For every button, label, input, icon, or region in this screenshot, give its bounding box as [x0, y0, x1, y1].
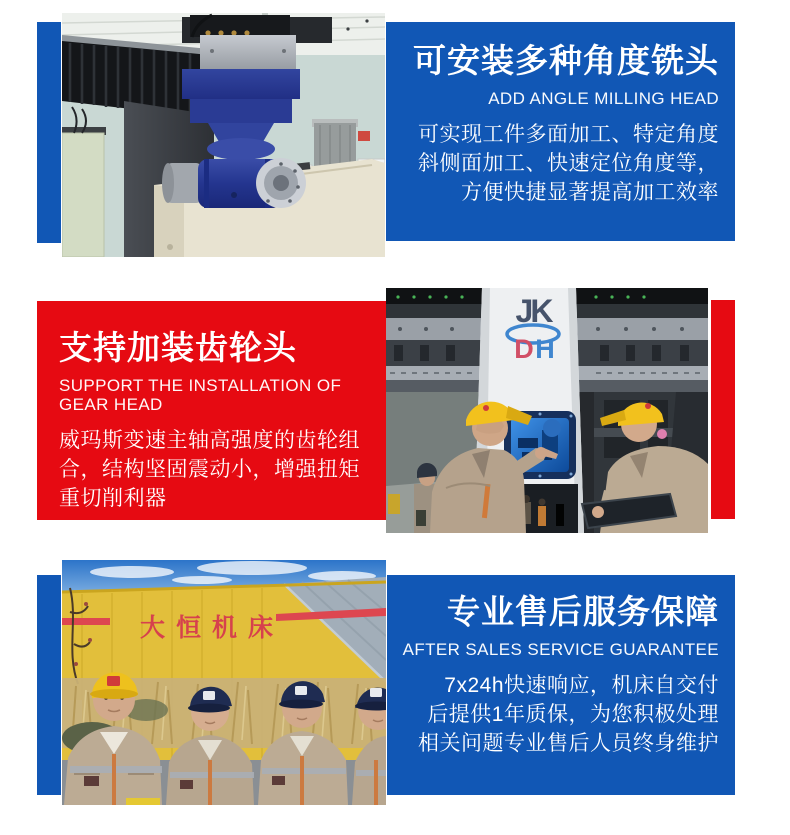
- building-sign-text: 大恒机床: [140, 614, 285, 642]
- workers-inspecting-photo: [386, 288, 708, 533]
- body-line: 方便快捷显著提高加工效率: [461, 181, 719, 204]
- accent-bar-left-bottom: [37, 575, 61, 795]
- angle-head-panel: [386, 22, 735, 241]
- panel-body: [396, 120, 719, 207]
- after-sales-panel: [387, 575, 735, 795]
- accent-bar-left-top: [37, 22, 61, 243]
- accent-bar-right-middle: [711, 300, 735, 519]
- body-line: 斜侧面加工、快速定位角度等，: [418, 152, 719, 175]
- panel-subheading: SUPPORT THE INSTALLATION OF GEAR HEAD: [59, 376, 342, 414]
- logo-d-letter: D: [514, 334, 534, 364]
- logo-h-letter: H: [535, 334, 555, 364]
- machine-photo: [62, 13, 385, 257]
- panel-subheading: AFTER SALES SERVICE GUARANTEE: [402, 640, 719, 659]
- panel-heading: 专业售后服务保障: [447, 593, 719, 630]
- body-line: 可实现工件多面加工、特定角度: [418, 123, 719, 146]
- service-team-photo: [62, 560, 386, 805]
- panel-body: [59, 426, 366, 513]
- body-line: 威玛斯变速主轴高强度的齿轮组: [59, 429, 360, 452]
- body-line: 相关问题专业售后人员终身维护: [418, 732, 719, 755]
- body-line: 后提供1年质保，为您积极处理: [427, 703, 719, 726]
- gear-head-panel: [37, 301, 386, 520]
- service-team-illustration: [62, 560, 386, 805]
- panel-heading: 可安装多种角度铣头: [413, 42, 719, 79]
- body-line: 重切削利器: [59, 487, 167, 510]
- body-line: 合，结构坚固震动小，增强扭矩: [59, 458, 360, 481]
- panel-heading: 支持加装齿轮头: [59, 329, 297, 366]
- cnc-machine-illustration: [62, 13, 385, 257]
- panel-subheading: ADD ANGLE MILLING HEAD: [488, 89, 719, 108]
- panel-body: [397, 671, 719, 758]
- workers-machine-illustration: [386, 288, 708, 533]
- logo-top-text: JK: [515, 293, 551, 329]
- body-line: 7x24h快速响应，机床自交付: [444, 674, 719, 697]
